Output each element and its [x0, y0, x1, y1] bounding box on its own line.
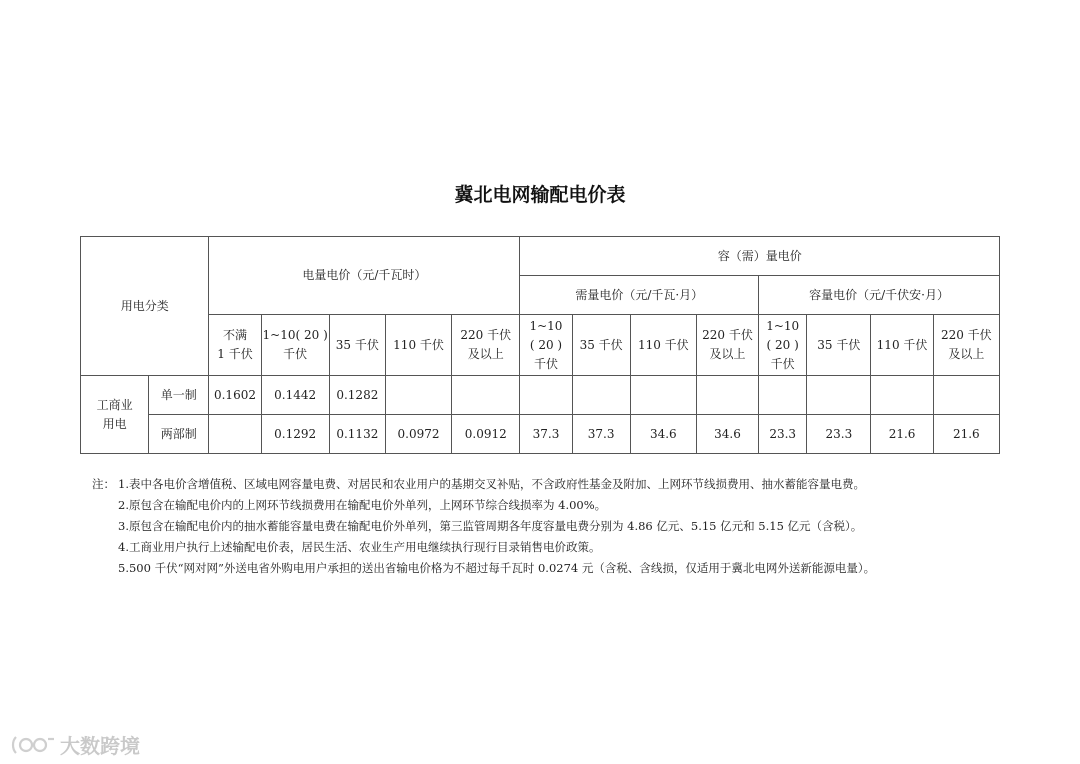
energy-voltage-header: 1~10( 20 ) 千伏 [261, 315, 329, 376]
table-cell [807, 376, 871, 415]
energy-voltage-header: 110 千伏 [385, 315, 451, 376]
notes-section [92, 474, 1032, 579]
table-cell: 0.1602 [209, 376, 261, 415]
brand-logo-icon [10, 733, 56, 757]
page-title: 冀北电网输配电价表 [454, 184, 626, 206]
table-cell [696, 376, 758, 415]
capacity-voltage-header: 1~10 ( 20 ) 千伏 [759, 315, 807, 376]
demand-voltage-header: 1~10 ( 20 ) 千伏 [520, 315, 572, 376]
table-cell [385, 376, 451, 415]
note-item [92, 474, 1032, 495]
table-cell [759, 376, 807, 415]
table-cell [209, 415, 261, 454]
row-group-label: 工商业 用电 [81, 376, 149, 454]
table-cell: 0.0972 [385, 415, 451, 454]
table-cell [452, 376, 520, 415]
note-item [92, 537, 1032, 558]
note-text: 1.表中各电价含增值税、区域电网容量电费、对居民和农业用户的基期交叉补贴，不含政府性基金及附加、上网环节线损费用、抽水蓄能容量电费。 [118, 477, 865, 491]
capacity-price-header: 容（需）量电价 [520, 237, 1000, 276]
capacity-sub-header: 容量电价（元/千伏安·月） [759, 276, 1000, 315]
energy-voltage-header: 35 千伏 [329, 315, 385, 376]
table-cell: 23.3 [759, 415, 807, 454]
capacity-voltage-header: 220 千伏 及以上 [933, 315, 999, 376]
table-cell [871, 376, 933, 415]
table-cell: 0.1292 [261, 415, 329, 454]
table-row [81, 376, 1000, 415]
table-cell: 0.1282 [329, 376, 385, 415]
table-cell: 37.3 [520, 415, 572, 454]
notes-lead: 注： [92, 477, 115, 491]
note-item [92, 558, 1032, 579]
table-cell: 34.6 [696, 415, 758, 454]
note-text: 2.原包含在输配电价内的上网环节线损费用在输配电价外单列，上网环节综合线损率为 4.00%。 [118, 498, 607, 512]
table-cell [933, 376, 999, 415]
capacity-voltage-header: 110 千伏 [871, 315, 933, 376]
voltage-header-row [81, 315, 1000, 376]
demand-price-header: 需量电价（元/千瓦·月） [520, 276, 759, 315]
table-cell: 21.6 [933, 415, 999, 454]
energy-price-header: 电量电价（元/千瓦时） [209, 237, 520, 315]
note-text: 5.500 千伏“网对网”外送电省外购电用户承担的送出省输电价格为不超过每千瓦时 0.0274 元（含税、含线损，仅适用于冀北电网外送新能源电量）。 [118, 561, 876, 575]
table-cell: 23.3 [807, 415, 871, 454]
table-cell: 0.1132 [329, 415, 385, 454]
tariff-table [80, 236, 1000, 454]
row-label: 两部制 [149, 415, 209, 454]
table-cell: 34.6 [630, 415, 696, 454]
capacity-voltage-header: 35 千伏 [807, 315, 871, 376]
table-cell [572, 376, 630, 415]
table-cell: 21.6 [871, 415, 933, 454]
table-cell [520, 376, 572, 415]
table-cell: 37.3 [572, 415, 630, 454]
watermark-text: 大数跨境 [60, 734, 140, 758]
demand-voltage-header: 220 千伏 及以上 [696, 315, 758, 376]
table-cell: 0.0912 [452, 415, 520, 454]
demand-voltage-header: 110 千伏 [630, 315, 696, 376]
note-text: 4.工商业用户执行上述输配电价表，居民生活、农业生产用电继续执行现行目录销售电价政策。 [118, 540, 601, 554]
energy-voltage-header: 220 千伏 及以上 [452, 315, 520, 376]
category-header: 用电分类 [81, 237, 209, 376]
note-item [92, 495, 1032, 516]
row-label: 单一制 [149, 376, 209, 415]
table-cell [630, 376, 696, 415]
table-row [81, 415, 1000, 454]
note-text: 3.原包含在输配电价内的抽水蓄能容量电费在输配电价外单列，第三监管周期各年度容量电费分别为 4.86 亿元、5.15 亿元和 5.15 亿元（含税）。 [118, 519, 863, 533]
demand-voltage-header: 35 千伏 [572, 315, 630, 376]
note-item [92, 516, 1032, 537]
energy-voltage-header: 不满 1 千伏 [209, 315, 261, 376]
table-cell: 0.1442 [261, 376, 329, 415]
watermark [10, 730, 140, 759]
